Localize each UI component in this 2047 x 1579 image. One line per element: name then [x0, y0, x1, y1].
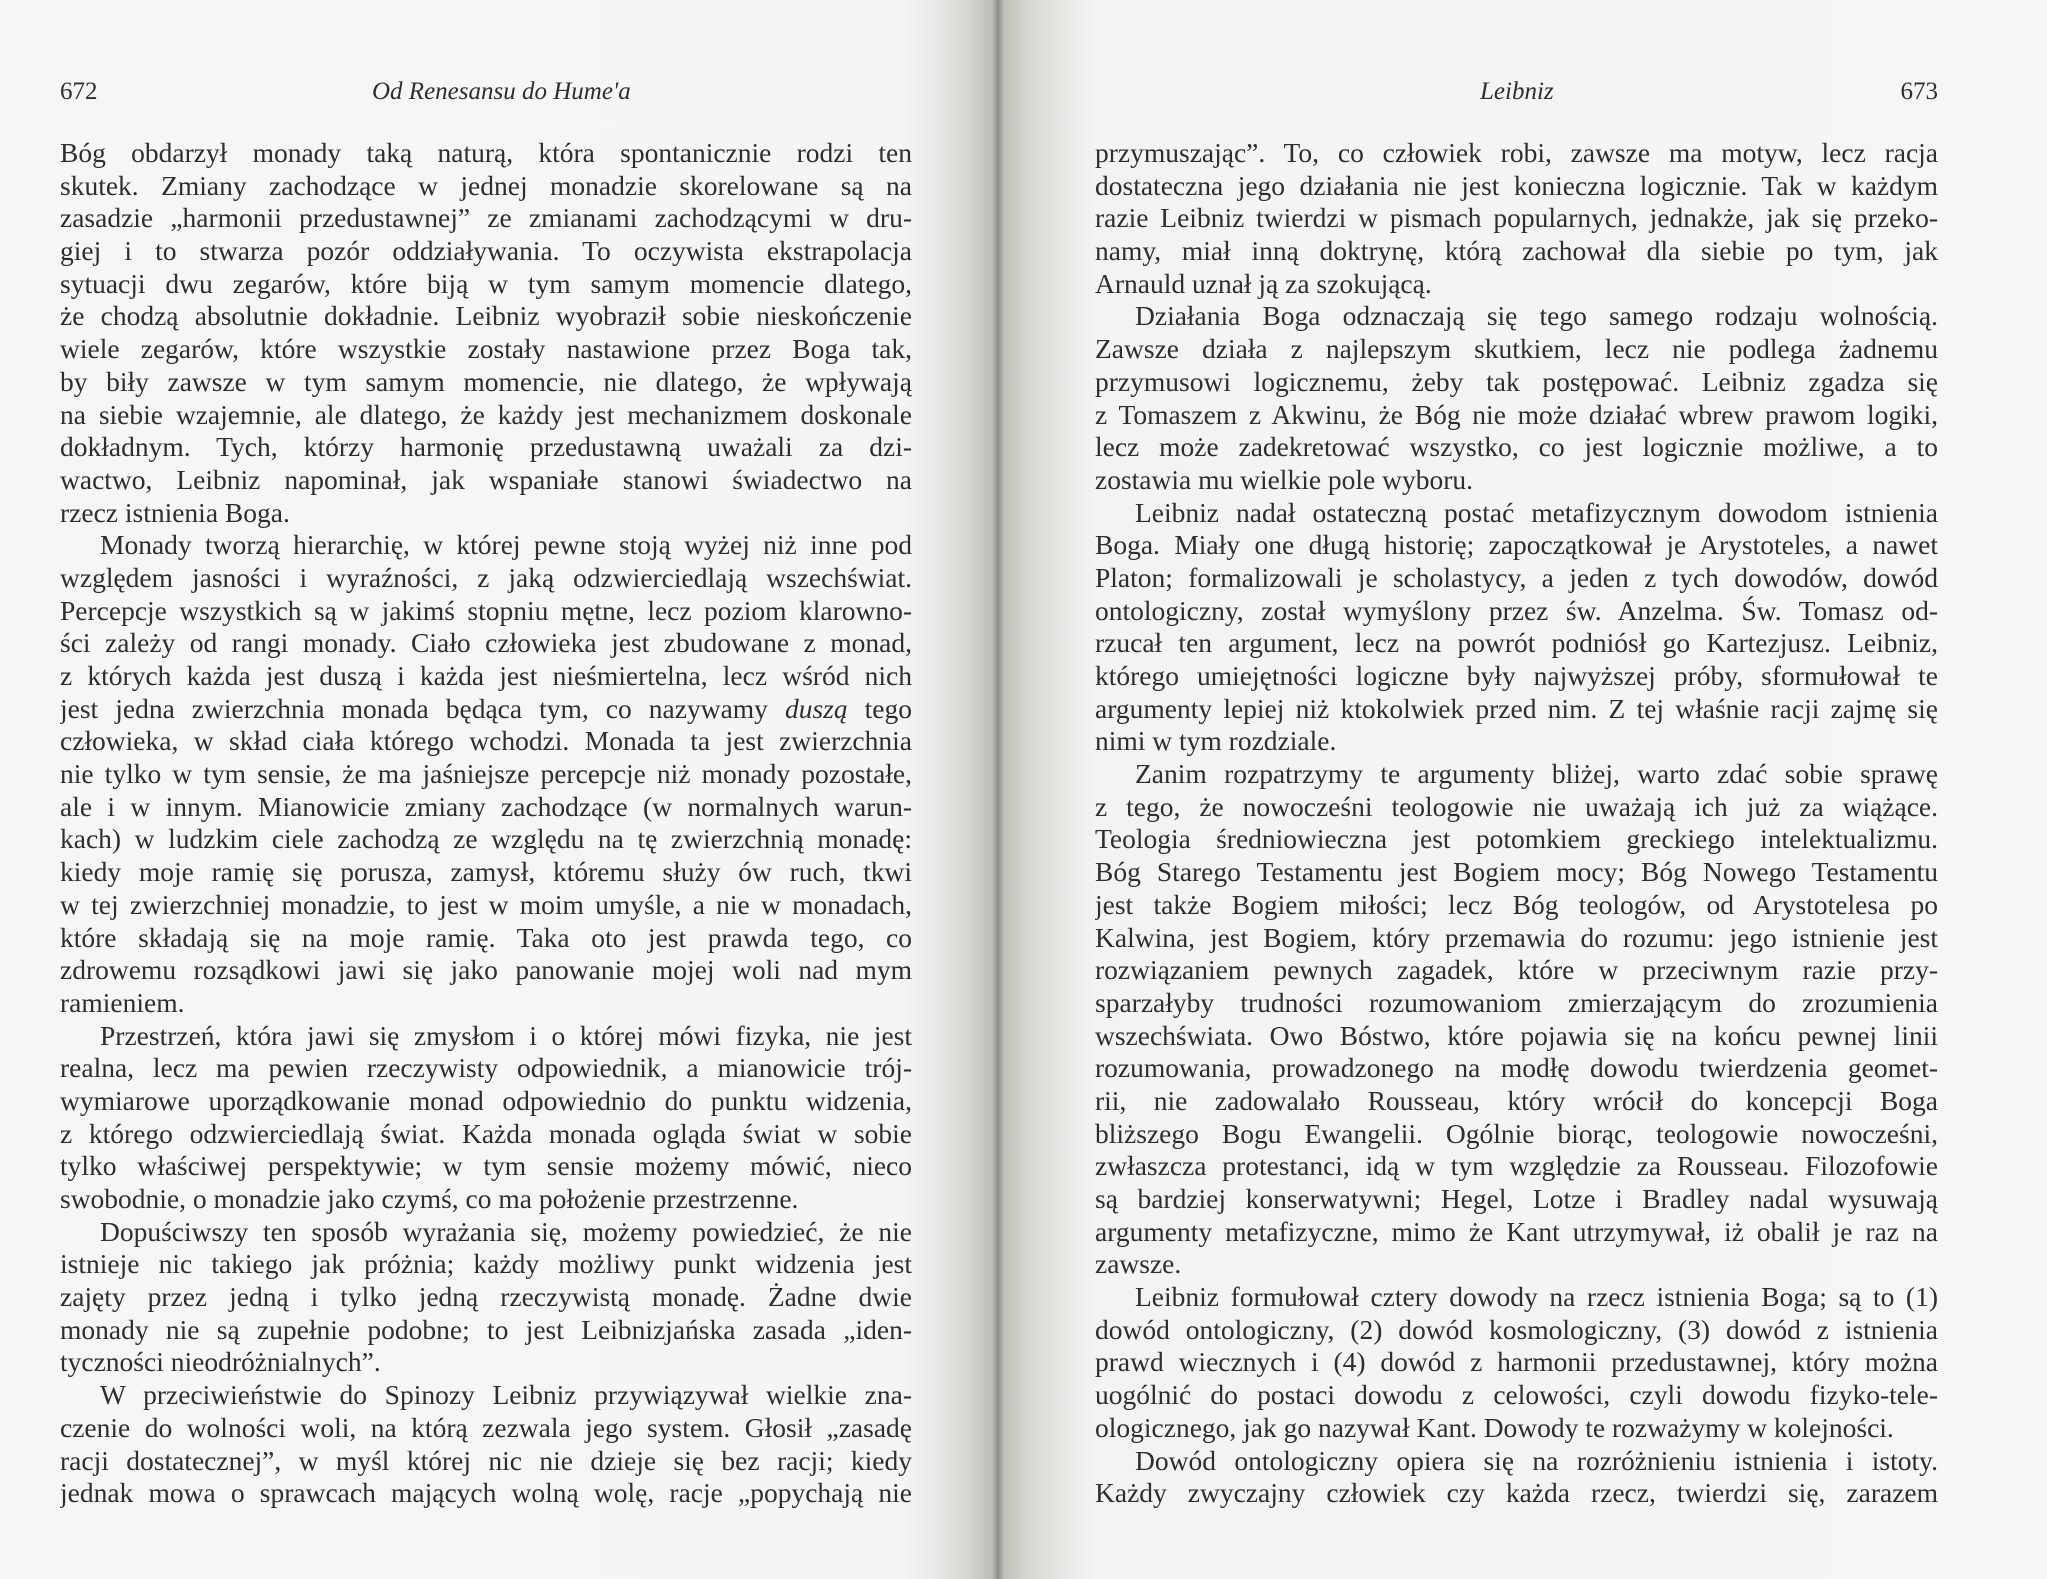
text-line: zasadzie „harmonii przedustawnej” ze zmianami zachodzącymi w dru-	[60, 202, 912, 234]
text-line: wymiarowe uporządkowanie monad odpowiednio do punktu widzenia,	[60, 1084, 912, 1116]
text-line: które składają się na moje ramię. Taka oto jest prawda tego, co	[60, 921, 912, 953]
text-line: względem jasności i wyraźności, z jaką odzwierciedlają wszechświat.	[60, 561, 912, 593]
text-line: argumenty metafizyczne, mimo że Kant utrzymywał, iż obalił je raz na	[1095, 1215, 1938, 1247]
text-line: nimi w tym rozdziale.	[1095, 725, 1337, 757]
text-line: sparzałyby trudności rozumowaniom zmierzającym do zrozumienia	[1095, 986, 1938, 1018]
text-line: w tej zwierzchniej monadzie, to jest w moim umyśle, a nie w monadach,	[60, 888, 912, 920]
text-line: W przeciwieństwie do Spinozy Leibniz przywiązywał wielkie zna-	[100, 1379, 912, 1411]
text-line: zwłaszcza protestanci, idą w tym względzie za Rousseau. Filozofowie	[1095, 1150, 1938, 1182]
text-line: jest także Bogiem miłości; lecz Bóg teologów, od Arystotelesa po	[1095, 888, 1938, 920]
text-line: kiedy moje ramię się porusza, zamysł, któremu służy ów ruch, tkwi	[60, 856, 912, 888]
text-line: rzucał ten argument, lecz na powrót podniósł go Kartezjusz. Leibniz,	[1095, 627, 1938, 659]
text-line: Dowód ontologiczny opiera się na rozróżnieniu istnienia i istoty.	[1135, 1444, 1938, 1476]
text-line: giej i to stwarza pozór oddziaływania. To oczywista ekstrapolacja	[60, 235, 912, 267]
text-line: Kalwina, jest Bogiem, który przemawia do rozumu: jego istnienie jest	[1095, 921, 1938, 953]
left-page	[60, 0, 912, 1579]
text-line: Działania Boga odznaczają się tego samego rodzaju wolnością.	[1135, 300, 1938, 332]
text-line: by biły zawsze w tym samym momencie, nie dlatego, że wpływają	[60, 365, 912, 397]
text-line: Zanim rozpatrzymy te argumenty bliżej, warto zdać sobie sprawę	[1135, 758, 1938, 790]
text-line: bliższego Bogu Ewangelii. Ogólnie biorąc, teologowie nowocześni,	[1095, 1117, 1938, 1149]
text-line: jest jedna zwierzchnia monada będąca tym, co nazywamy duszą tego	[60, 692, 912, 724]
text-line: Leibniz formułował cztery dowody na rzecz istnienia Boga; są to (1)	[1135, 1281, 1938, 1313]
left-page-header	[60, 76, 912, 108]
running-head: Leibniz	[1480, 78, 1554, 105]
text-line: Bóg Starego Testamentu jest Bogiem mocy; Bóg Nowego Testamentu	[1095, 856, 1938, 888]
text-line: z których każda jest duszą i każda jest nieśmiertelna, lecz wśród nich	[60, 660, 912, 691]
text-line: czenie do wolności woli, na którą zezwala jego system. Głosił „zasadę	[60, 1411, 912, 1443]
right-page	[1095, 0, 1938, 1579]
text-line: Bóg obdarzył monady taką naturą, która spontanicznie rodzi ten	[60, 137, 912, 168]
text-line: Monady tworzą hierarchię, w której pewne stoją wyżej niż inne pod	[100, 529, 912, 561]
text-line: lecz może zadekretować wszystko, co jest logicznie możliwe, a to	[1095, 431, 1938, 463]
text-line: ontologiczny, został wymyślony przez św. Anzelma. Św. Tomasz od-	[1095, 594, 1938, 626]
text-line: przymusowi logicznemu, żeby tak postępować. Leibniz zgadza się	[1095, 365, 1938, 397]
text-line: rozumowania, prowadzonego na modłę dowodu twierdzenia geomet-	[1095, 1052, 1938, 1084]
text-line: Arnauld uznał ją za szokującą.	[1095, 267, 1432, 299]
text-line: człowieka, w skład ciała którego wchodzi. Monada ta jest zwierzchnia	[60, 725, 912, 757]
text-line: zajęty przez jedną i tylko jedną rzeczywistą monadę. Żadne dwie	[60, 1281, 912, 1313]
text-line: że chodzą absolutnie dokładnie. Leibniz wyobraził sobie nieskończenie	[60, 300, 912, 332]
running-head: Od Renesansu do Hume'a	[372, 78, 631, 105]
text-line: Leibniz nadał ostateczną postać metafizycznym dowodom istnienia	[1135, 496, 1938, 528]
text-line: monady nie są zupełnie podobne; to jest Leibnizjańska zasada „iden-	[60, 1313, 912, 1345]
text-line: prawd wiecznych i (4) dowód z harmonii przedustawnej, który można	[1095, 1346, 1938, 1378]
text-line: tylko właściwej perspektywie; w tym sensie możemy mówić, nieco	[60, 1150, 912, 1182]
text-line: argumenty lepiej niż ktokolwiek przed nim. Z tej właśnie racji zajmę się	[1095, 692, 1938, 724]
text-line: przymuszając”. To, co człowiek robi, zawsze ma motyw, lecz racja	[1095, 137, 1938, 168]
text-line: sytuacji dwu zegarów, które biją w tym samym momencie dlatego,	[60, 267, 912, 299]
text-line: dostateczna jego działania nie jest konieczna logicznie. Tak w każdym	[1095, 169, 1938, 201]
text-line: Przestrzeń, która jawi się zmysłom i o której mówi fizyka, nie jest	[100, 1019, 912, 1051]
text-line: swobodnie, o monadzie jako czymś, co ma położenie przestrzenne.	[60, 1183, 799, 1214]
text-line: którego umiejętności logiczne były najwyższej próby, sformułował te	[1095, 660, 1938, 691]
left-page-body	[60, 137, 912, 1510]
text-line: nie tylko w tym sensie, że ma jaśniejsze percepcje niż monady pozostałe,	[60, 758, 912, 790]
text-line: jednak mowa o sprawcach mających wolną wolę, racje „popychają nie	[60, 1477, 912, 1509]
text-line: zostawia mu wielkie pole wyboru.	[1095, 463, 1474, 495]
text-line: rzecz istnienia Boga.	[60, 496, 290, 528]
text-line: na siebie wzajemnie, ale dlatego, że każdy jest mechanizmem doskonale	[60, 398, 912, 430]
text-line: Dopuściwszy ten sposób wyrażania się, możemy powiedzieć, że nie	[100, 1215, 912, 1247]
text-line: istnieje nic takiego jak próżnia; każdy możliwy punkt widzenia jest	[60, 1248, 912, 1280]
text-line: kach) w ludzkim ciele zachodzą ze względu na tę zwierzchnią monadę:	[60, 823, 912, 855]
text-line: dowód ontologiczny, (2) dowód kosmologiczny, (3) dowód z istnienia	[1095, 1313, 1938, 1345]
text-line: uogólnić do postaci dowodu z celowości, czyli dowodu fizyko-tele-	[1095, 1379, 1938, 1411]
text-line: są bardziej konserwatywni; Hegel, Lotze i Bradley nadal wysuwają	[1095, 1183, 1938, 1214]
text-line: ologicznego, jak go nazywał Kant. Dowody te rozważymy w kolejności.	[1095, 1411, 1894, 1443]
text-line: rii, nie zadowalało Rousseau, który wrócił do koncepcji Boga	[1095, 1084, 1938, 1116]
text-line: Zawsze działa z najlepszym skutkiem, lecz nie podlega żadnemu	[1095, 333, 1938, 365]
text-line: rozwiązaniem pewnych zagadek, które w przeciwnym razie przy-	[1095, 954, 1938, 986]
text-line: razie Leibniz twierdzi w pismach popularnych, jednakże, jak się przeko-	[1095, 202, 1938, 234]
text-line: zdrowemu rozsądkowi jawi się jako panowanie mojej woli nad mym	[60, 954, 912, 986]
text-line: z tego, że nowocześni teologowie nie uważają ich już za wiążące.	[1095, 790, 1938, 822]
text-line: tyczności nieodróżnialnych”.	[60, 1346, 381, 1378]
text-line: ści zależy od rangi monady. Ciało człowieka jest zbudowane z monad,	[60, 627, 912, 659]
text-line: Percepcje wszystkich są w jakimś stopniu mętne, lecz poziom klarowno-	[60, 594, 912, 626]
text-line: wactwo, Leibniz napominał, jak wspaniałe stanowi świadectwo na	[60, 463, 912, 495]
text-line: wszechświata. Owo Bóstwo, które pojawia się na końcu pewnej linii	[1095, 1019, 1938, 1051]
right-page-header	[1095, 76, 1938, 108]
text-line: ramieniem.	[60, 986, 185, 1018]
page-number: 673	[1900, 78, 1938, 105]
text-line: zawsze.	[1095, 1248, 1182, 1280]
text-line: Boga. Miały one długą historię; zapoczątkował je Arystoteles, a nawet	[1095, 529, 1938, 561]
text-line: z Tomaszem z Akwinu, że Bóg nie może działać wbrew prawom logiki,	[1095, 398, 1938, 430]
text-line: dokładnym. Tych, którzy harmonię przedustawną uważali za dzi-	[60, 431, 912, 463]
text-line: realna, lecz ma pewien rzeczywisty odpowiednik, a mianowicie trój-	[60, 1052, 912, 1084]
text-line: namy, miał inną doktrynę, którą zachował dla siebie po tym, jak	[1095, 235, 1938, 267]
text-line: Każdy zwyczajny człowiek czy każda rzecz, twierdzi się, zarazem	[1095, 1477, 1938, 1509]
text-line: ale i w innym. Mianowicie zmiany zachodzące (w normalnych warun-	[60, 790, 912, 822]
text-line: Teologia średniowieczna jest potomkiem greckiego intelektualizmu.	[1095, 823, 1938, 855]
text-line: wiele zegarów, które wszystkie zostały nastawione przez Boga tak,	[60, 333, 912, 365]
text-line: skutek. Zmiany zachodzące w jednej monadzie skorelowane są na	[60, 169, 912, 201]
emphasis: duszą	[784, 692, 848, 724]
text-line: z którego odzwierciedlają świat. Każda monada ogląda świat w sobie	[60, 1117, 912, 1149]
right-page-body	[1095, 137, 1938, 1510]
text-line: racji dostatecznej”, w myśl której nic nie dzieje się bez racji; kiedy	[60, 1444, 912, 1476]
text-line: Platon; formalizowali je scholastycy, a jeden z tych dowodów, dowód	[1095, 561, 1938, 593]
page-number: 672	[60, 78, 98, 105]
